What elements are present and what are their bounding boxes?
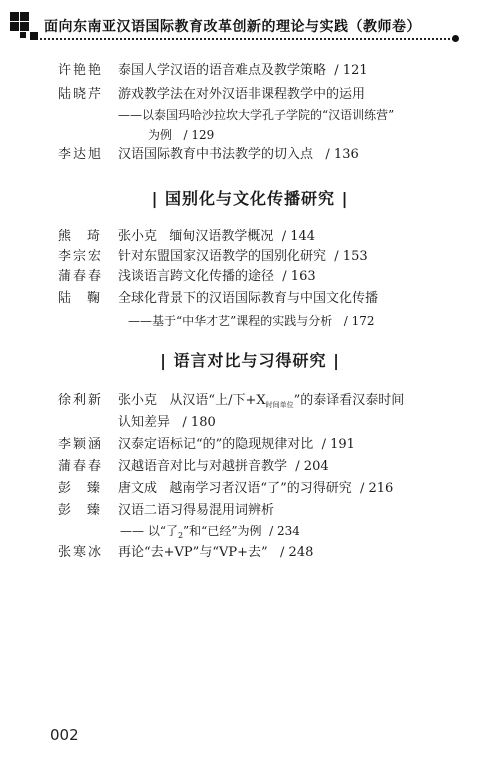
toc-author: 熊琦 xyxy=(58,229,117,244)
header-dot xyxy=(452,35,459,42)
toc-author: 蒲春春 xyxy=(58,459,104,474)
toc-page: / 180 xyxy=(182,415,216,430)
section-heading: | 语言对比与习得研究 | xyxy=(160,351,340,370)
toc-page: / 163 xyxy=(282,269,316,284)
toc-title: 汉泰定语标记“的”的隐现规律对比 xyxy=(118,437,314,452)
toc-page: / 204 xyxy=(295,459,329,474)
toc-author: 李宗宏 xyxy=(58,249,104,264)
toc-title: 汉语二语习得易混用词辨析 xyxy=(118,503,275,518)
toc-title: 游戏教学法在对外汉语非课程教学中的运用 xyxy=(118,87,366,102)
toc-title: 汉语国际教育中书法教学的切入点 xyxy=(118,147,314,162)
toc-title: 浅谈语言跨文化传播的途径 xyxy=(118,269,275,284)
running-header-title: 面向东南亚汉语国际教育改革创新的理论与实践（教师卷） xyxy=(44,19,421,35)
toc-author: 徐利新 xyxy=(58,393,104,408)
toc-author: 陆鞠 xyxy=(58,291,117,306)
toc-title: 缅甸汉语教学概况 xyxy=(169,229,274,244)
toc-page: / 153 xyxy=(334,249,368,264)
toc-title: 全球化背景下的汉语国际教育与中国文化传播 xyxy=(118,291,379,306)
toc-title: 越南学习者汉语“了”的习得研究 xyxy=(169,481,352,496)
toc-page: / 136 xyxy=(325,147,359,162)
toc-page: / 144 xyxy=(281,229,316,244)
toc-title: 从汉语“上/下$+X_{时间单位}$”的泰译看汉泰时间 xyxy=(169,393,405,409)
page-number: 002 xyxy=(50,726,79,744)
toc-page: / 234 xyxy=(269,524,300,538)
toc-title: 再论“去+VP”与“VP+去” xyxy=(118,545,268,560)
toc-coauthor: 唐文成 xyxy=(118,481,158,496)
toc-author: 彭臻 xyxy=(58,503,117,518)
toc-subtitle: —— 以“了$_2$”和“已经”为例 / 234 xyxy=(120,524,300,540)
toc-subtitle-cont: 为例 / 129 xyxy=(148,128,215,142)
toc-page: / 191 xyxy=(321,437,355,452)
toc-subtitle: ——以泰国玛哈沙拉坎大学孔子学院的“汉语训练营” xyxy=(118,108,395,122)
toc-author: 李达旭 xyxy=(58,147,104,162)
toc-author: 张寒冰 xyxy=(58,545,104,560)
toc-title: 泰国人学汉语的语音难点及教学策略 xyxy=(118,63,327,78)
toc-coauthor: 张小克 xyxy=(118,229,158,244)
toc-author: 蒲春春 xyxy=(58,269,104,284)
toc-author: 陆晓芹 xyxy=(58,87,104,102)
toc-title: 针对东盟国家汉语教学的国别化研究 xyxy=(118,249,327,264)
toc-page: / 216 xyxy=(359,481,394,496)
toc-page: / 172 xyxy=(343,314,375,328)
toc-subtitle: ——基于“中华才艺”课程的实践与分析 / 172 xyxy=(128,314,375,328)
toc-title: 汉越语音对比与对越拼音教学 xyxy=(118,459,288,474)
toc-author: 彭臻 xyxy=(58,481,117,496)
toc-coauthor: 张小克 xyxy=(118,393,158,408)
running-header xyxy=(0,0,500,46)
toc-page: / 129 xyxy=(183,128,215,142)
toc-page: / 248 xyxy=(280,545,314,560)
header-dotted-rule xyxy=(40,38,454,40)
corner-ornament xyxy=(10,12,38,40)
section-heading: | 国别化与文化传播研究 | xyxy=(151,189,349,208)
toc-page: / 121 xyxy=(334,63,368,78)
toc-author: 许艳艳 xyxy=(58,63,104,78)
toc-author: 李颖涵 xyxy=(58,437,104,452)
